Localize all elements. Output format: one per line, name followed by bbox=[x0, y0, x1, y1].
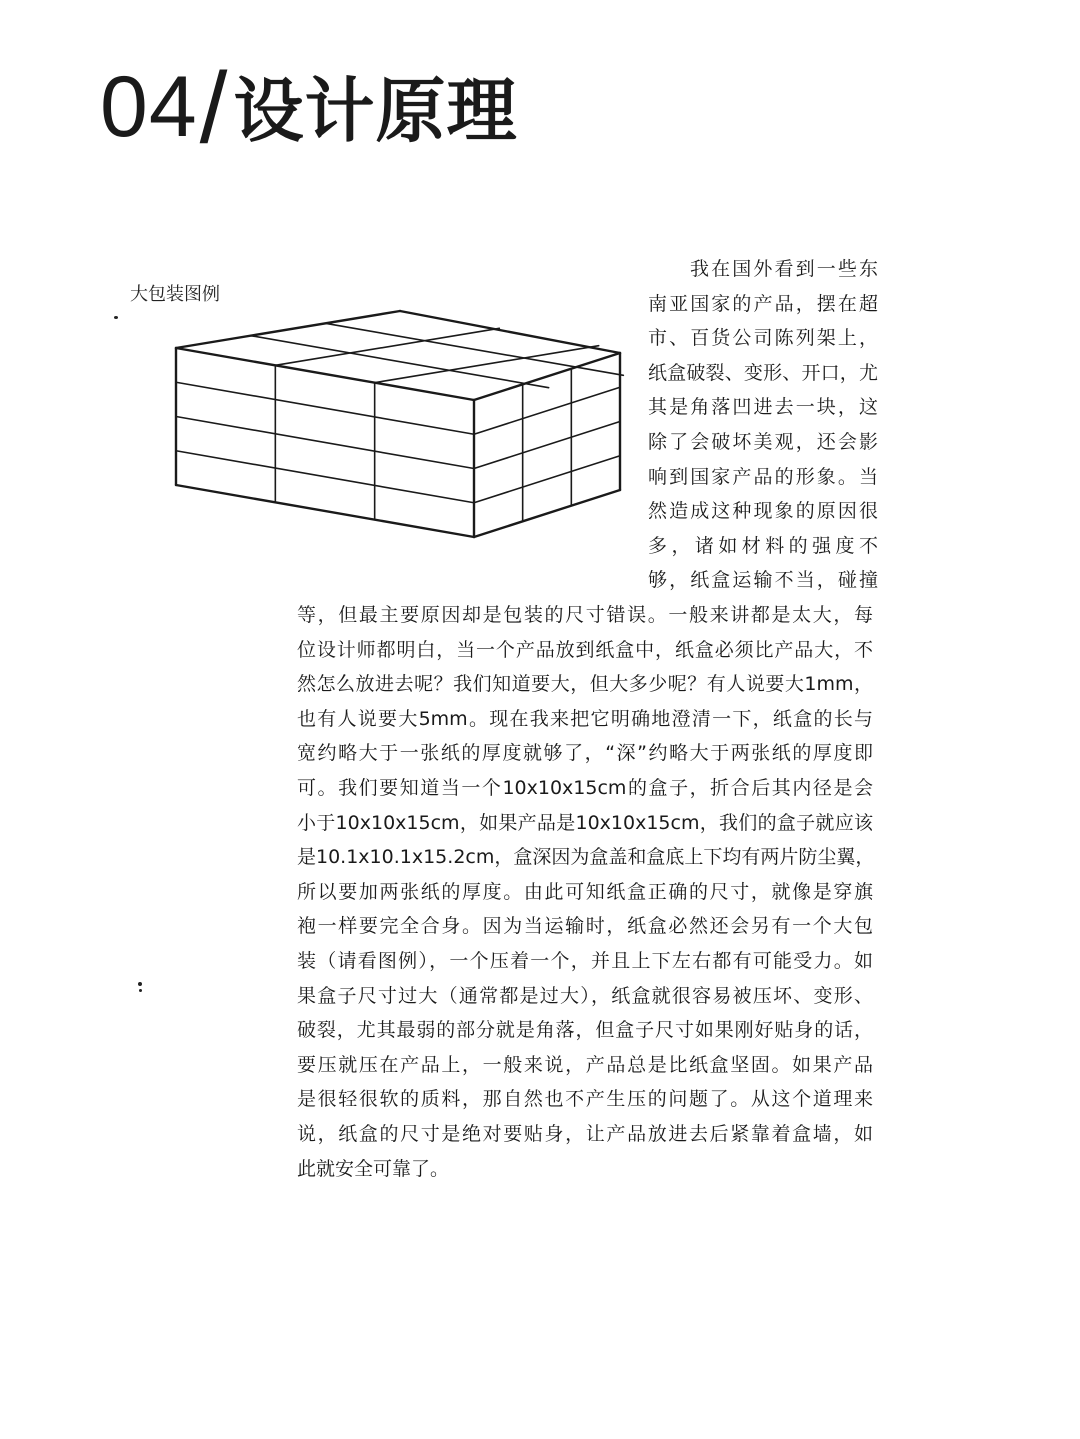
title-slash: / bbox=[199, 52, 228, 164]
stacked-boxes-diagram bbox=[170, 305, 630, 549]
text-line: 然造成这种现象的原因很 bbox=[648, 500, 878, 523]
text-line: 纸盒破裂、变形、开口，尤 bbox=[648, 361, 878, 384]
scan-speck-mark bbox=[139, 989, 142, 992]
text-line: 等，但最主要原因却是包装的尺寸错误。一般来讲都是太大，每 bbox=[297, 604, 873, 626]
text-line: 所以要加两张纸的厚度。由此可知纸盒正确的尺寸，就像是穿旗 bbox=[297, 880, 873, 903]
scan-speck-mark bbox=[138, 982, 142, 986]
text-line: 是10.1x10.1x15.2cm，盒深因为盒盖和盒底上下均有两片防尘翼， bbox=[297, 846, 875, 869]
page-title bbox=[100, 40, 518, 164]
text-line: 说，纸盒的尺寸是绝对要贴身，让产品放进去后紧靠着盒墙，如 bbox=[297, 1122, 873, 1145]
text-line: 除了会破坏美观，还会影 bbox=[648, 430, 878, 453]
text-line: 然怎么放进去呢？我们知道要大，但大多少呢？有人说要大1mm， bbox=[297, 673, 873, 696]
intro-paragraph bbox=[648, 252, 878, 598]
text-line: 是很轻很软的质料，那自然也不产生压的问题了。从这个道理来 bbox=[297, 1088, 873, 1111]
text-line: 袍一样要完全合身。因为当运输时，纸盒必然还会另有一个大包 bbox=[297, 915, 873, 938]
text-line: 其是角落凹进去一块，这 bbox=[648, 396, 878, 419]
section-number: 04 bbox=[100, 59, 198, 155]
text-line: 也有人说要大5mm。现在我来把它明确地澄清一下，纸盒的长与 bbox=[297, 707, 873, 730]
section-title: 设计原理 bbox=[233, 70, 518, 152]
text-line: 市、百货公司陈列架上， bbox=[648, 327, 878, 350]
text-line: 南亚国家的产品，摆在超 bbox=[648, 292, 878, 315]
text-line: 我在国外看到一些东 bbox=[690, 258, 878, 280]
text-line: 要压就压在产品上，一般来说，产品总是比纸盒坚固。如果产品 bbox=[297, 1053, 873, 1076]
main-paragraph bbox=[297, 598, 873, 1186]
stacked-boxes-icon bbox=[170, 305, 630, 545]
figure-caption: 大包装图例 bbox=[130, 284, 220, 305]
text-line: 多，诸如材料的强度不 bbox=[648, 534, 878, 557]
scan-speck-mark bbox=[114, 316, 118, 319]
text-line: 果盒子尺寸过大（通常都是过大），纸盒就很容易被压坏、变形、 bbox=[297, 984, 873, 1007]
text-line: 宽约略大于一张纸的厚度就够了，“深”约略大于两张纸的厚度即 bbox=[297, 742, 873, 765]
text-line: 够，纸盒运输不当，碰撞 bbox=[648, 569, 878, 592]
text-line: 破裂，尤其最弱的部分就是角落，但盒子尺寸如果刚好贴身的话， bbox=[297, 1019, 873, 1042]
text-line: 此就安全可靠了。 bbox=[297, 1157, 450, 1180]
text-line: 位设计师都明白，当一个产品放到纸盒中，纸盒必须比产品大，不 bbox=[297, 638, 873, 661]
text-line: 响到国家产品的形象。当 bbox=[648, 465, 878, 488]
text-line: 装（请看图例），一个压着一个，并且上下左右都有可能受力。如 bbox=[297, 949, 873, 972]
text-line: 小于10x10x15cm，如果产品是10x10x15cm，我们的盒子就应该 bbox=[297, 811, 873, 834]
text-line: 可。我们要知道当一个10x10x15cm的盒子，折合后其内径是会 bbox=[297, 776, 873, 799]
